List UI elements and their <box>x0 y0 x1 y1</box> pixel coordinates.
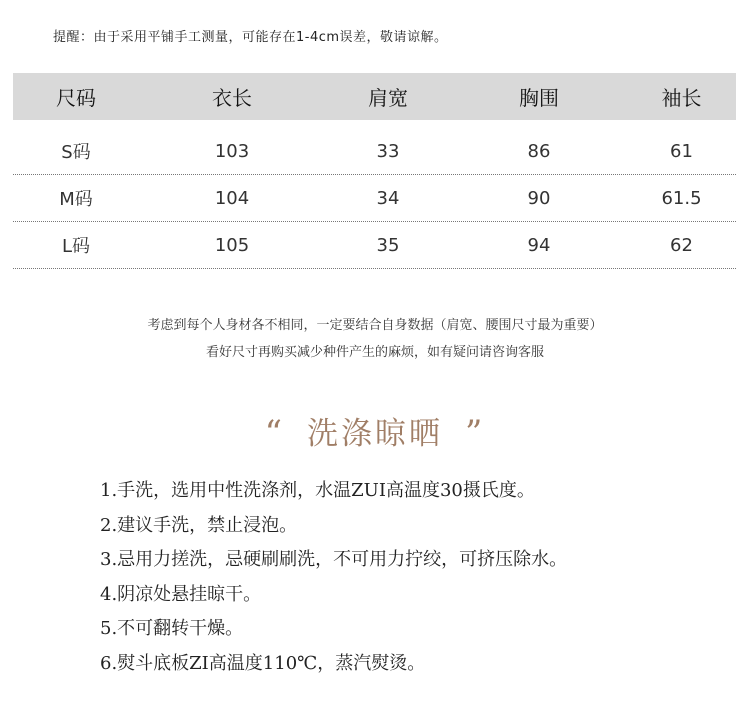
cell-size: L码 <box>61 236 91 257</box>
list-item: 3.忌用力搓洗，忌硬刷刷洗，不可用力拧绞，可挤压除水。 <box>100 549 568 570</box>
wash-section-title <box>0 408 750 453</box>
header-shoulder: 肩宽 <box>368 86 408 110</box>
cell-sleeve: 61 <box>670 140 693 162</box>
close-quote: ” <box>465 413 486 453</box>
list-item: 2.建议手洗，禁止浸泡。 <box>100 514 298 536</box>
table-header-row <box>13 73 736 120</box>
table-row <box>13 222 736 269</box>
list-item: 5.不可翻转干燥。 <box>100 618 244 639</box>
wash-title-text: 洗涤晾晒 <box>307 416 443 452</box>
cell-length: 105 <box>214 234 250 256</box>
header-sleeve: 袖长 <box>661 86 702 110</box>
cell-length: 103 <box>214 140 250 162</box>
open-quote: “ <box>264 413 285 453</box>
cell-shoulder: 35 <box>376 234 400 256</box>
cell-length: 104 <box>214 187 250 209</box>
fit-note-2: 看好尺寸再购买减少种件产生的麻烦，如有疑问请咨询客服 <box>205 345 544 360</box>
cell-chest: 94 <box>527 234 551 256</box>
measurement-tip: 提醒：由于采用平铺手工测量，可能存在1-4cm误差，敬请谅解。 <box>53 30 448 45</box>
size-table <box>13 73 736 269</box>
header-size: 尺码 <box>56 86 96 110</box>
cell-size: M码 <box>59 189 93 210</box>
cell-size: S码 <box>61 142 91 163</box>
cell-chest: 90 <box>527 187 551 209</box>
table-row <box>13 128 736 175</box>
header-chest: 胸围 <box>519 86 559 110</box>
table-row <box>13 175 736 222</box>
list-item: 4.阴凉处悬挂晾干。 <box>100 583 262 605</box>
fit-note-1: 考虑到每个人身材各不相同，一定要结合自身数据（肩宽、腰围尺寸最为重要） <box>147 318 603 333</box>
cell-shoulder: 34 <box>376 187 400 209</box>
header-length: 衣长 <box>212 86 252 110</box>
list-item: 6.熨斗底板ZI高温度110℃，蒸汽熨烫。 <box>100 652 426 674</box>
care-instructions-list <box>100 476 730 683</box>
cell-chest: 86 <box>527 140 551 162</box>
list-item: 1.手洗，选用中性洗涤剂，水温ZUI高温度30摄氏度。 <box>100 480 535 501</box>
cell-shoulder: 33 <box>376 140 400 162</box>
cell-sleeve: 61.5 <box>661 187 702 209</box>
cell-sleeve: 62 <box>670 234 693 256</box>
